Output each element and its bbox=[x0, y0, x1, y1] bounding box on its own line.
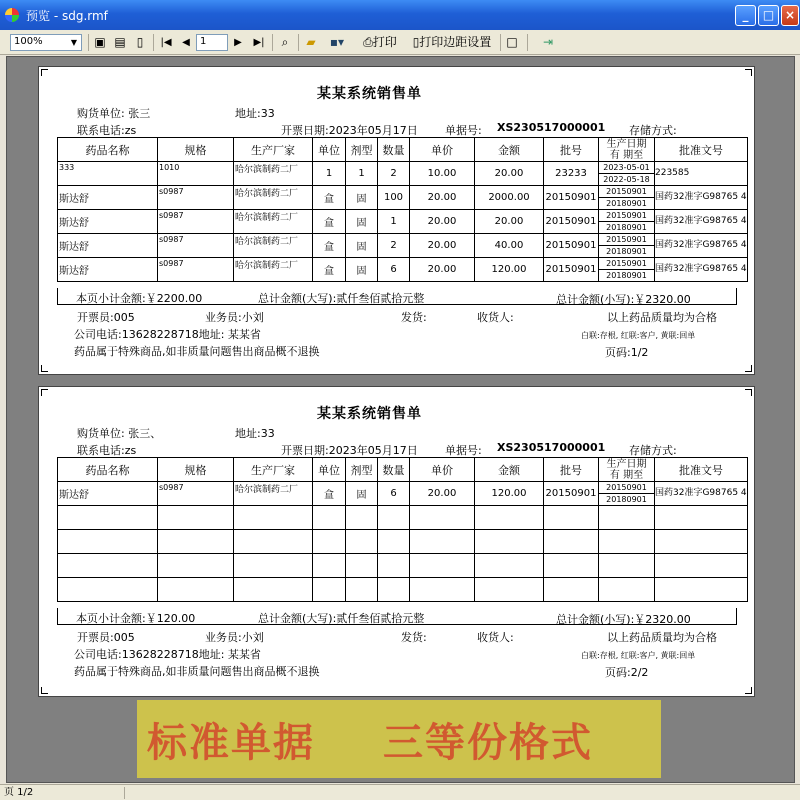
cell-dates bbox=[599, 186, 655, 210]
column-header: 金额 bbox=[475, 138, 544, 162]
contact-phone: 联系电话:zs bbox=[77, 444, 137, 457]
cell-approval: 国药32准字G98765 4 bbox=[655, 482, 748, 506]
column-header: 批号 bbox=[544, 458, 599, 482]
column-header: 剂型 bbox=[346, 138, 378, 162]
cell-approval bbox=[655, 578, 748, 602]
cell-maker: 哈尔滨制药二厂 bbox=[234, 162, 313, 186]
return-notice: 药品属于特殊商品,如非质量问题售出商品概不退换 bbox=[74, 345, 320, 358]
return-notice: 药品属于特殊商品,如非质量问题售出商品概不退换 bbox=[74, 665, 320, 678]
cell-amount bbox=[475, 554, 544, 578]
cell-name bbox=[58, 530, 158, 554]
cell-dates bbox=[599, 482, 655, 506]
page-number-input[interactable]: 1 bbox=[196, 34, 228, 51]
column-header: 生产日期 有 期至 bbox=[599, 138, 655, 162]
cell-dates bbox=[599, 210, 655, 234]
table-row bbox=[58, 554, 748, 578]
status-divider bbox=[124, 787, 125, 799]
print-margin-label: 打印边距设置 bbox=[419, 35, 492, 49]
status-bar bbox=[0, 784, 800, 800]
column-header: 数量 bbox=[378, 138, 410, 162]
banner-text-standard: 标准单据 bbox=[147, 720, 315, 766]
cell-name: 斯达舒 bbox=[58, 482, 158, 506]
table-row bbox=[58, 162, 748, 186]
cell-unit: 盒 bbox=[313, 258, 346, 282]
cell-maker bbox=[234, 554, 313, 578]
cell-dates bbox=[599, 554, 655, 578]
total-upper: 总计金额(大写):贰仟叁佰贰拾元整 bbox=[258, 292, 425, 305]
cell-spec: s0987 bbox=[158, 258, 234, 282]
cell-name: 斯达舒 bbox=[58, 234, 158, 258]
invoice-date: 开票日期:2023年05月17日 bbox=[281, 444, 418, 457]
open-folder-icon[interactable]: ▰ bbox=[306, 35, 316, 49]
cell-batch: 20150901 bbox=[544, 234, 599, 258]
corner-mark bbox=[41, 687, 48, 694]
cell-form: 固 bbox=[346, 234, 378, 258]
cell-spec: s0987 bbox=[158, 234, 234, 258]
column-header: 单位 bbox=[313, 458, 346, 482]
cell-batch: 23233 bbox=[544, 162, 599, 186]
cell-unit: 盒 bbox=[313, 210, 346, 234]
last-page-icon[interactable]: ▶| bbox=[253, 37, 265, 48]
total-upper: 总计金额(大写):贰仟叁佰贰拾元整 bbox=[258, 612, 425, 625]
cell-qty: 6 bbox=[378, 482, 410, 506]
cell-approval bbox=[655, 506, 748, 530]
cell-amount bbox=[475, 506, 544, 530]
separator bbox=[272, 34, 273, 51]
cell-dates bbox=[599, 506, 655, 530]
column-header: 规格 bbox=[158, 458, 234, 482]
column-header: 规格 bbox=[158, 138, 234, 162]
doc-no-label: 单据号: bbox=[445, 124, 482, 137]
cell-batch: 20150901 bbox=[544, 258, 599, 282]
cell-unit bbox=[313, 530, 346, 554]
production-date: 20150901 bbox=[599, 234, 654, 246]
column-header: 金额 bbox=[475, 458, 544, 482]
cell-amount: 120.00 bbox=[475, 258, 544, 282]
column-header: 生产厂家 bbox=[234, 458, 313, 482]
report-page-2 bbox=[38, 386, 755, 697]
cell-amount: 20.00 bbox=[475, 162, 544, 186]
cell-spec: s0987 bbox=[158, 186, 234, 210]
cell-price: 20.00 bbox=[410, 258, 475, 282]
corner-mark bbox=[41, 389, 48, 396]
table-row bbox=[58, 530, 748, 554]
buyer bbox=[77, 105, 210, 121]
separator bbox=[527, 34, 528, 51]
cell-approval bbox=[655, 554, 748, 578]
cell-amount: 120.00 bbox=[475, 482, 544, 506]
copy-legend: 白联:存根, 红联:客户, 黄联:回单 bbox=[581, 651, 696, 660]
column-header: 生产厂家 bbox=[234, 138, 313, 162]
chevron-down-icon: ▼ bbox=[70, 38, 78, 47]
cell-name bbox=[58, 506, 158, 530]
summary-bar bbox=[57, 608, 737, 625]
cell-unit: 盒 bbox=[313, 234, 346, 258]
cell-batch bbox=[544, 506, 599, 530]
table-row bbox=[58, 186, 748, 210]
app-icon bbox=[5, 8, 19, 22]
storage-method: 存储方式: bbox=[629, 444, 677, 457]
separator bbox=[500, 34, 501, 51]
page-subtotal: 本页小计金额:￥2200.00 bbox=[76, 292, 203, 305]
cell-spec bbox=[158, 578, 234, 602]
column-header: 单位 bbox=[313, 138, 346, 162]
cell-unit: 盒 bbox=[313, 186, 346, 210]
cell-name: 斯达舒 bbox=[58, 210, 158, 234]
cell-qty: 1 bbox=[378, 210, 410, 234]
promo-banner bbox=[137, 700, 661, 778]
banner-text-format: 三等份格式 bbox=[383, 720, 593, 766]
redaction bbox=[161, 426, 211, 437]
column-header: 批准文号 bbox=[655, 138, 748, 162]
search-icon[interactable]: ⌕ bbox=[281, 35, 289, 49]
cell-form bbox=[346, 530, 378, 554]
cell-approval: 国药32准字G98765 4 bbox=[655, 186, 748, 210]
cell-form bbox=[346, 506, 378, 530]
cell-unit bbox=[313, 554, 346, 578]
cell-amount: 20.00 bbox=[475, 210, 544, 234]
expiry-date: 20180901 bbox=[606, 495, 647, 504]
cell-form: 固 bbox=[346, 186, 378, 210]
toolbar bbox=[0, 30, 800, 55]
corner-mark bbox=[745, 365, 752, 372]
separator bbox=[153, 34, 154, 51]
summary-bar bbox=[57, 288, 737, 305]
cell-qty: 2 bbox=[378, 234, 410, 258]
doc-no-label: 单据号: bbox=[445, 444, 482, 457]
column-header: 数量 bbox=[378, 458, 410, 482]
maximize-button[interactable]: □ bbox=[758, 5, 779, 26]
table-row bbox=[58, 578, 748, 602]
column-header: 批准文号 bbox=[655, 458, 748, 482]
cell-name bbox=[58, 554, 158, 578]
issuer: 开票员:005 bbox=[77, 631, 135, 644]
items-table bbox=[57, 137, 748, 282]
table-row bbox=[58, 234, 748, 258]
report-title: 某某系统销售单 bbox=[317, 86, 422, 102]
cell-unit: 盒 bbox=[313, 482, 346, 506]
cell-amount: 2000.00 bbox=[475, 186, 544, 210]
column-header: 药品名称 bbox=[58, 458, 158, 482]
cell-form bbox=[346, 554, 378, 578]
cell-price: 20.00 bbox=[410, 186, 475, 210]
table-header-row bbox=[58, 138, 748, 162]
page-width-icon[interactable]: ▤ bbox=[114, 35, 126, 49]
table-row bbox=[58, 210, 748, 234]
company-phone: 公司电话:13628228718地址: 某某省 bbox=[74, 648, 261, 661]
cell-maker: 哈尔滨制药二厂 bbox=[234, 258, 313, 282]
print-margin-button[interactable] bbox=[410, 34, 494, 51]
cell-price: 20.00 bbox=[410, 210, 475, 234]
cell-name: 斯达舒 bbox=[58, 258, 158, 282]
corner-mark bbox=[41, 69, 48, 76]
cell-dates bbox=[599, 162, 655, 186]
total-lower: 总计金额(小写):￥2320.00 bbox=[556, 613, 691, 626]
cell-batch bbox=[544, 530, 599, 554]
cell-maker bbox=[234, 506, 313, 530]
quality-note: 以上药品质量均为合格 bbox=[607, 311, 717, 324]
status-page: 页 1/2 bbox=[4, 787, 34, 798]
cell-maker: 哈尔滨制药二厂 bbox=[234, 482, 313, 506]
cell-name: 斯达舒 bbox=[58, 186, 158, 210]
expiry-date: 2022-05-18 bbox=[603, 175, 650, 184]
separator bbox=[88, 34, 89, 51]
cell-approval: 国药32准字G98765 4 bbox=[655, 258, 748, 282]
cell-qty bbox=[378, 506, 410, 530]
cell-maker bbox=[234, 578, 313, 602]
doc-no: XS230517000001 bbox=[497, 121, 606, 134]
salesman: 业务员:小刘 bbox=[205, 631, 264, 644]
company-phone: 公司电话:13628228718地址: 某某省 bbox=[74, 328, 261, 341]
page-border-icon[interactable]: □ bbox=[506, 35, 518, 49]
cell-spec: s0987 bbox=[158, 210, 234, 234]
corner-mark bbox=[745, 687, 752, 694]
cell-price bbox=[410, 554, 475, 578]
cell-maker bbox=[234, 530, 313, 554]
cell-spec: s0987 bbox=[158, 482, 234, 506]
page-setup-icon: ▯ bbox=[412, 35, 420, 49]
cell-dates bbox=[599, 530, 655, 554]
window-title: 预览 - sdg.rmf bbox=[26, 9, 108, 23]
cell-amount bbox=[475, 530, 544, 554]
cell-spec bbox=[158, 530, 234, 554]
buyer-label: 购货单位: 张三、 bbox=[77, 427, 162, 440]
contact-phone: 联系电话:zs bbox=[77, 124, 137, 137]
cell-qty bbox=[378, 530, 410, 554]
column-header: 剂型 bbox=[346, 458, 378, 482]
cell-price: 10.00 bbox=[410, 162, 475, 186]
print-label: 打印 bbox=[372, 35, 397, 49]
production-date: 2023-05-01 bbox=[599, 162, 654, 174]
cell-approval: 国药32准字G98765 4 bbox=[655, 234, 748, 258]
receiver: 收货人: bbox=[477, 311, 514, 324]
cell-qty: 2 bbox=[378, 162, 410, 186]
printer-icon: ⎙ bbox=[363, 35, 373, 49]
cell-form: 固 bbox=[346, 258, 378, 282]
save-icon[interactable]: ▪▾ bbox=[329, 35, 345, 49]
cell-price bbox=[410, 530, 475, 554]
table-row bbox=[58, 258, 748, 282]
cell-form bbox=[346, 578, 378, 602]
cell-qty: 6 bbox=[378, 258, 410, 282]
cell-price: 20.00 bbox=[410, 234, 475, 258]
address: 地址:33 bbox=[235, 107, 275, 120]
expiry-date: 20180901 bbox=[606, 199, 647, 208]
cell-maker: 哈尔滨制药二厂 bbox=[234, 186, 313, 210]
cell-unit bbox=[313, 506, 346, 530]
corner-mark bbox=[41, 365, 48, 372]
column-header: 生产日期 有 期至 bbox=[599, 458, 655, 482]
table-row bbox=[58, 506, 748, 530]
storage-method: 存储方式: bbox=[629, 124, 677, 137]
expiry-date: 20180901 bbox=[606, 223, 647, 232]
cell-approval: 223585 bbox=[655, 162, 748, 186]
table-row bbox=[58, 482, 748, 506]
prev-page-icon[interactable]: ◀ bbox=[182, 37, 190, 48]
cell-amount: 40.00 bbox=[475, 234, 544, 258]
cell-approval bbox=[655, 530, 748, 554]
cell-dates bbox=[599, 234, 655, 258]
cell-form: 固 bbox=[346, 482, 378, 506]
cell-maker: 哈尔滨制药二厂 bbox=[234, 234, 313, 258]
whole-page-icon[interactable]: ▣ bbox=[94, 35, 106, 49]
cell-batch bbox=[544, 578, 599, 602]
cell-spec bbox=[158, 506, 234, 530]
cell-batch: 20150901 bbox=[544, 210, 599, 234]
report-page-1 bbox=[38, 66, 755, 375]
column-header: 药品名称 bbox=[58, 138, 158, 162]
shipper: 发货: bbox=[401, 631, 427, 644]
shipper: 发货: bbox=[401, 311, 427, 324]
quality-note: 以上药品质量均为合格 bbox=[607, 631, 717, 644]
receiver: 收货人: bbox=[477, 631, 514, 644]
cell-batch bbox=[544, 554, 599, 578]
items-table bbox=[57, 457, 748, 602]
cell-form: 1 bbox=[346, 162, 378, 186]
single-page-icon[interactable]: ▯ bbox=[136, 35, 144, 49]
minimize-button[interactable]: _ bbox=[735, 5, 756, 26]
copy-legend: 白联:存根, 红联:客户, 黄联:回单 bbox=[581, 331, 696, 340]
total-lower: 总计金额(小写):￥2320.00 bbox=[556, 293, 691, 306]
cell-name bbox=[58, 578, 158, 602]
cell-dates bbox=[599, 258, 655, 282]
print-button[interactable] bbox=[358, 34, 402, 51]
exit-icon[interactable]: ⇥ bbox=[542, 35, 554, 49]
title-bar bbox=[0, 0, 800, 30]
cell-spec bbox=[158, 554, 234, 578]
redaction bbox=[150, 106, 210, 117]
production-date: 20150901 bbox=[599, 482, 654, 494]
cell-qty bbox=[378, 554, 410, 578]
production-date: 20150901 bbox=[599, 210, 654, 222]
cell-qty: 100 bbox=[378, 186, 410, 210]
first-page-icon[interactable]: |◀ bbox=[160, 37, 172, 48]
issuer: 开票员:005 bbox=[77, 311, 135, 324]
corner-mark bbox=[745, 69, 752, 76]
next-page-icon[interactable]: ▶ bbox=[234, 37, 242, 48]
production-date: 20150901 bbox=[599, 258, 654, 270]
cell-approval: 国药32准字G98765 4 bbox=[655, 210, 748, 234]
table-header-row bbox=[58, 458, 748, 482]
expiry-date: 20180901 bbox=[606, 271, 647, 280]
page-number: 页码:1/2 bbox=[605, 346, 649, 359]
separator bbox=[298, 34, 299, 51]
cell-maker: 哈尔滨制药二厂 bbox=[234, 210, 313, 234]
salesman: 业务员:小刘 bbox=[205, 311, 264, 324]
cell-qty bbox=[378, 578, 410, 602]
cell-amount bbox=[475, 578, 544, 602]
invoice-date: 开票日期:2023年05月17日 bbox=[281, 124, 418, 137]
cell-batch: 20150901 bbox=[544, 482, 599, 506]
column-header: 单价 bbox=[410, 458, 475, 482]
cell-unit: 1 bbox=[313, 162, 346, 186]
cell-price bbox=[410, 506, 475, 530]
report-title: 某某系统销售单 bbox=[317, 406, 422, 422]
address: 地址:33 bbox=[235, 427, 275, 440]
corner-mark bbox=[745, 389, 752, 396]
zoom-value: 100% bbox=[14, 36, 43, 47]
buyer-label: 购货单位: 张三 bbox=[77, 107, 151, 120]
close-button[interactable]: × bbox=[781, 5, 799, 26]
expiry-date: 20180901 bbox=[606, 247, 647, 256]
preview-area[interactable] bbox=[6, 56, 795, 783]
cell-spec: 1010 bbox=[158, 162, 234, 186]
page-number: 页码:2/2 bbox=[605, 666, 649, 679]
cell-name: 333 bbox=[58, 162, 158, 186]
column-header: 单价 bbox=[410, 138, 475, 162]
cell-price bbox=[410, 578, 475, 602]
doc-no: XS230517000001 bbox=[497, 441, 606, 454]
production-date: 20150901 bbox=[599, 186, 654, 198]
buyer bbox=[77, 425, 211, 441]
cell-form: 固 bbox=[346, 210, 378, 234]
cell-dates bbox=[599, 578, 655, 602]
page-subtotal: 本页小计金额:￥120.00 bbox=[76, 612, 196, 625]
column-header: 批号 bbox=[544, 138, 599, 162]
cell-batch: 20150901 bbox=[544, 186, 599, 210]
cell-unit bbox=[313, 578, 346, 602]
zoom-select[interactable] bbox=[10, 34, 82, 51]
cell-price: 20.00 bbox=[410, 482, 475, 506]
